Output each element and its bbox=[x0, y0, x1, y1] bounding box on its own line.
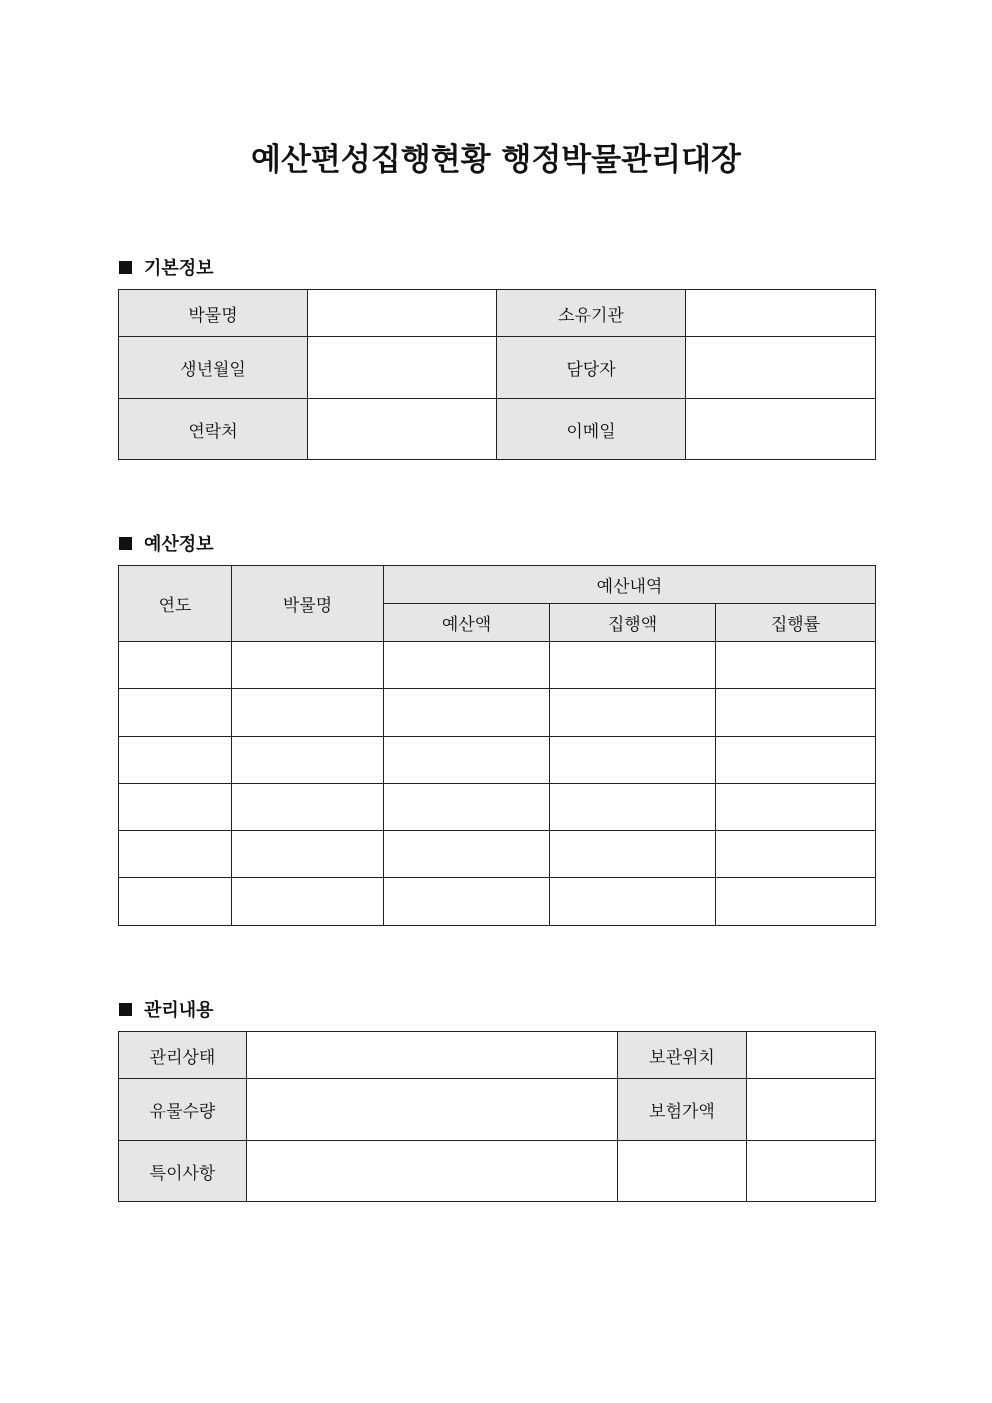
field-location[interactable] bbox=[747, 1032, 876, 1079]
cell-execution-amount[interactable] bbox=[550, 642, 716, 689]
field-email[interactable] bbox=[686, 399, 876, 460]
section-heading-basic-info bbox=[119, 254, 214, 280]
cell-execution-rate[interactable] bbox=[716, 784, 876, 831]
field-extra-2[interactable] bbox=[747, 1141, 876, 1202]
cell-budget-amount[interactable] bbox=[384, 831, 550, 878]
cell-budget-amount[interactable] bbox=[384, 689, 550, 737]
header-year: 연도 bbox=[119, 566, 232, 642]
field-extra-1[interactable] bbox=[618, 1141, 747, 1202]
field-artifact-name[interactable] bbox=[308, 290, 497, 337]
header-execution-amount: 집행액 bbox=[550, 604, 716, 642]
cell-year[interactable] bbox=[119, 642, 232, 689]
header-execution-rate: 집행률 bbox=[716, 604, 876, 642]
section-heading-label: 기본정보 bbox=[144, 258, 214, 279]
label-artifact-name: 박물명 bbox=[119, 290, 308, 337]
field-status[interactable] bbox=[247, 1032, 618, 1079]
cell-execution-amount[interactable] bbox=[550, 831, 716, 878]
cell-execution-rate[interactable] bbox=[716, 878, 876, 926]
label-insured-value: 보험가액 bbox=[618, 1079, 747, 1141]
header-artifact-name: 박물명 bbox=[232, 566, 384, 642]
management-table bbox=[118, 1031, 876, 1202]
field-quantity[interactable] bbox=[247, 1079, 618, 1141]
square-bullet-icon bbox=[119, 537, 132, 550]
cell-budget-amount[interactable] bbox=[384, 642, 550, 689]
label-birth-date: 생년월일 bbox=[119, 337, 308, 399]
cell-artifact-name[interactable] bbox=[232, 642, 384, 689]
field-manager[interactable] bbox=[686, 337, 876, 399]
cell-artifact-name[interactable] bbox=[232, 878, 384, 926]
label-status: 관리상태 bbox=[119, 1032, 247, 1079]
square-bullet-icon bbox=[119, 261, 132, 274]
cell-year[interactable] bbox=[119, 784, 232, 831]
label-email: 이메일 bbox=[497, 399, 686, 460]
cell-execution-amount[interactable] bbox=[550, 784, 716, 831]
field-remarks[interactable] bbox=[247, 1141, 618, 1202]
cell-artifact-name[interactable] bbox=[232, 737, 384, 784]
cell-execution-amount[interactable] bbox=[550, 689, 716, 737]
cell-artifact-name[interactable] bbox=[232, 784, 384, 831]
header-budget-amount: 예산액 bbox=[384, 604, 550, 642]
section-heading-budget-info bbox=[119, 530, 214, 556]
cell-artifact-name[interactable] bbox=[232, 831, 384, 878]
table-row bbox=[119, 689, 876, 737]
cell-execution-rate[interactable] bbox=[716, 689, 876, 737]
square-bullet-icon bbox=[119, 1003, 132, 1016]
header-budget-detail: 예산내역 bbox=[384, 566, 876, 604]
cell-budget-amount[interactable] bbox=[384, 878, 550, 926]
section-heading-label: 예산정보 bbox=[144, 534, 214, 555]
budget-table bbox=[118, 565, 876, 926]
cell-year[interactable] bbox=[119, 737, 232, 784]
cell-year[interactable] bbox=[119, 831, 232, 878]
cell-execution-amount[interactable] bbox=[550, 878, 716, 926]
field-birth-date[interactable] bbox=[308, 337, 497, 399]
cell-year[interactable] bbox=[119, 878, 232, 926]
label-remarks: 특이사항 bbox=[119, 1141, 247, 1202]
table-row bbox=[119, 878, 876, 926]
cell-execution-amount[interactable] bbox=[550, 737, 716, 784]
label-contact: 연락처 bbox=[119, 399, 308, 460]
label-location: 보관위치 bbox=[618, 1032, 747, 1079]
cell-budget-amount[interactable] bbox=[384, 737, 550, 784]
cell-execution-rate[interactable] bbox=[716, 642, 876, 689]
basic-info-table bbox=[118, 289, 876, 460]
section-heading-label: 관리내용 bbox=[144, 1000, 214, 1021]
label-quantity: 유물수량 bbox=[119, 1079, 247, 1141]
field-insured-value[interactable] bbox=[747, 1079, 876, 1141]
cell-execution-rate[interactable] bbox=[716, 831, 876, 878]
field-contact[interactable] bbox=[308, 399, 497, 460]
table-row bbox=[119, 784, 876, 831]
cell-artifact-name[interactable] bbox=[232, 689, 384, 737]
cell-execution-rate[interactable] bbox=[716, 737, 876, 784]
cell-budget-amount[interactable] bbox=[384, 784, 550, 831]
page-title: 예산편성집행현황 행정박물관리대장 bbox=[251, 142, 741, 178]
cell-year[interactable] bbox=[119, 689, 232, 737]
table-row bbox=[119, 831, 876, 878]
table-row bbox=[119, 642, 876, 689]
table-row bbox=[119, 737, 876, 784]
label-owner-org: 소유기관 bbox=[497, 290, 686, 337]
label-manager: 담당자 bbox=[497, 337, 686, 399]
field-owner-org[interactable] bbox=[686, 290, 876, 337]
section-heading-management bbox=[119, 996, 214, 1022]
